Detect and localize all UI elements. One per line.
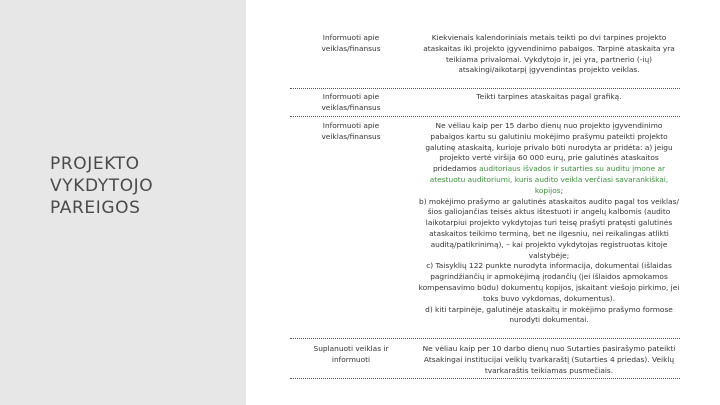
row-1-col-2: Kiekvienais kalendoriniais metais teikti po dvi tarpines projekto ataskaitas iki projekto įgyvendinimo pabaigos. Tarpinė ataskaita yra teikiama privalomai. Vykdytojo ir, jei yra, partnerio (-ių) atsakingi/aikotarpį įgyvendintas projekto veiklas. <box>423 33 675 75</box>
section-title: PROJEKTO VYKDYTOJO PAREIGOS <box>50 154 154 218</box>
row-4-col-1: Suplanuoti veiklas ir informuoti <box>313 344 389 364</box>
row-3-text-b: a) jeigu projekto vertė viršija 60 000 eurų, prie galutinės ataskaitos pridedamos <box>432 142 673 174</box>
row-4-col-2: Ne vėliau kaip per 10 darbo dienų nuo Sutarties pasirašymo pateikti Atsakingai institucijai veiklų tvarkaraštį (Sutarties 4 priedas). Veiklų tvarkaraštis teikiamas pusmečiais. <box>422 344 676 375</box>
row-2-col-2: Teikti tarpines ataskaitas pagal grafiką. <box>476 92 622 101</box>
row-divider <box>290 378 680 379</box>
row-3-text-a: Ne vėliau kaip per 15 darbo dienų nuo projekto įgyvendinimo pabaigos kartu su galutiniu mokėjimo prašymu pateikti projekto galutinę ataskaitą, kurioje privalo būti nurodyta ar pridėta: <box>425 121 668 152</box>
row-3-col-2 <box>418 121 680 326</box>
row-3-col-1: Informuoti apie veiklas/finansus <box>321 121 381 141</box>
row-divider <box>290 338 680 339</box>
row-3-highlight: auditoriaus išvados ir sutarties su auditu įmone ar atestuotu auditoriumi, kuris audito veikla verčiasi savarankiškai, kopijos <box>429 164 669 195</box>
row-3-text-c: ; b) mokėjimo prašymo ar galutinės ataskaitos audito pagal tos veiklas/šios galiojančias teisės aktus ištestuoti ir angelų kalbomis (audito laikotarpiui projekto vykdytojas turi teisę prašyti pratęsti galutinės ataskaitos teikimo terminą, bet ne ilgesniu, nei reikalingas atlikti auditą/patikrinimą), – kai projekto vykdytojas registruotas kitoje valstybėje; c) Taisyklių 122 punkte nurodyta informacija, dokumentai (išlaidas pagrindžiančių ir apmokėjimą įrodančių (jei išlaidos apmokamos kompensavimo būdu) dokumentų kopijos, įskaitant viešojo pirkimo, jei toks buvo vykdomas, dokumentus). d) kiti tarpinėje, galutinėje ataskaitų ir mokėjimo prašymo formose nurodyti dokumentai. <box>418 185 680 325</box>
row-divider <box>290 116 680 117</box>
row-divider <box>290 88 680 89</box>
row-1-col-1: Informuoti apie veiklas/finansus <box>321 33 381 53</box>
row-2-col-1: Informuoti apie veiklas/finansus <box>321 92 381 112</box>
